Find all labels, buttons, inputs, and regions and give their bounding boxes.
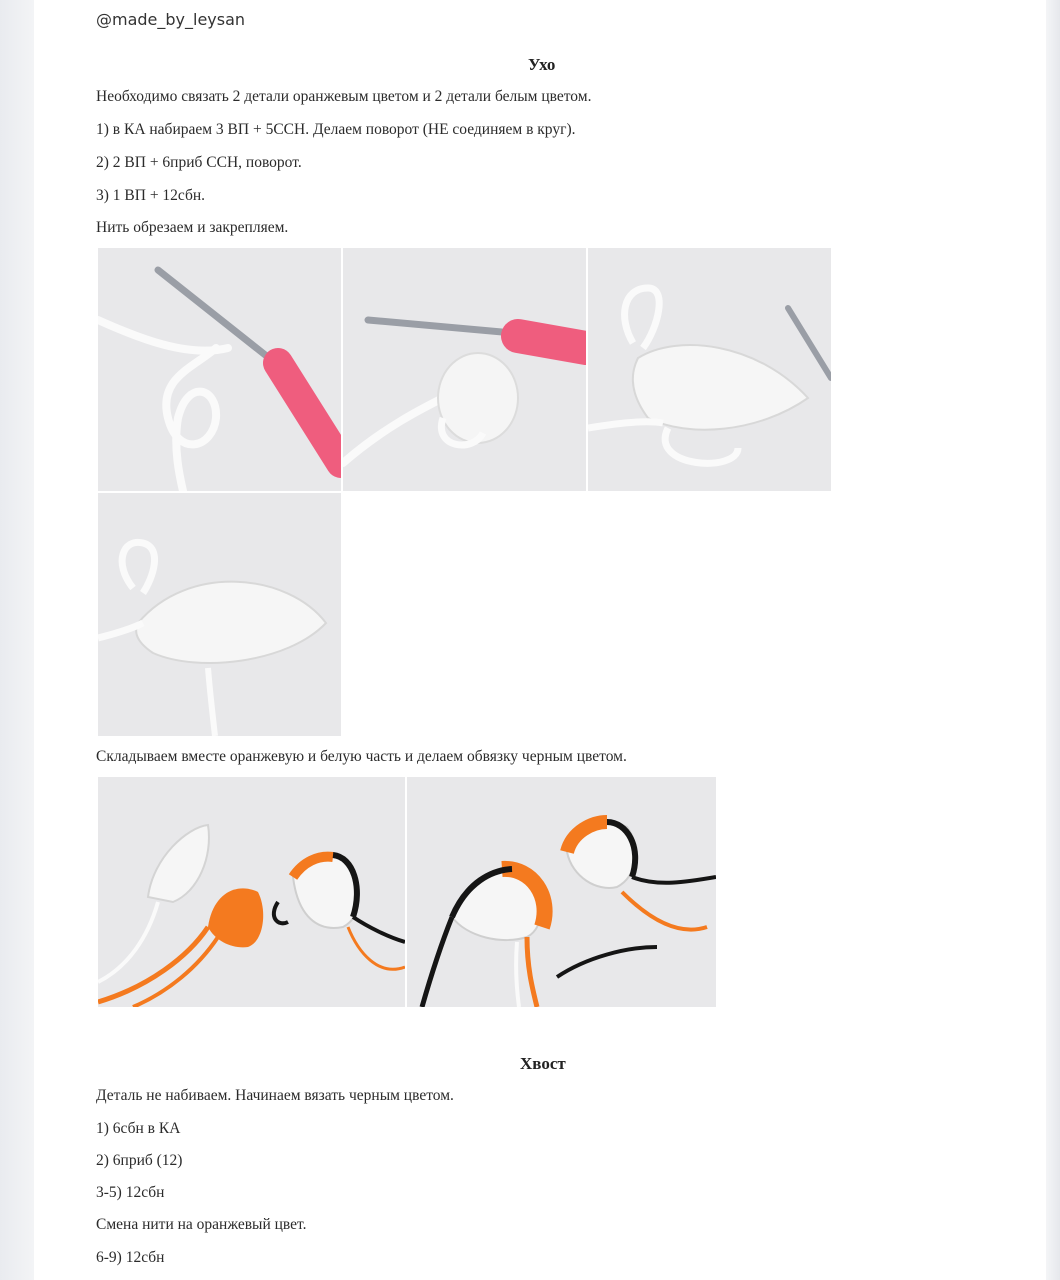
left-margin-bar (0, 0, 34, 1280)
tail-step-4: 6-9) 12сбн (96, 1249, 165, 1266)
ear-intro: Необходимо связать 2 детали оранжевым цветом и 2 детали белым цветом. (96, 88, 592, 105)
crochet-hook-chain-image (98, 248, 341, 491)
ear-step-2: 2) 2 ВП + 6приб ССН, поворот. (96, 154, 302, 171)
photo-step-2 (343, 248, 586, 491)
crochet-rows-image (343, 248, 586, 491)
photo-assembly-1 (98, 777, 405, 1007)
tail-step-1: 1) 6сбн в КА (96, 1120, 181, 1137)
ear-assembly-text: Складываем вместе оранжевую и белую часть и делаем обвязку черным цветом. (96, 748, 627, 765)
photo-step-3 (588, 248, 831, 491)
right-scrollbar[interactable] (1046, 0, 1060, 1280)
ear-finish: Нить обрезаем и закрепляем. (96, 219, 289, 236)
crochet-ear-half-image (588, 248, 831, 491)
ear-step-1: 1) в КА набираем 3 ВП + 5ССН. Делаем поворот (НЕ соединяем в круг). (96, 121, 576, 138)
author-handle: @made_by_leysan (96, 10, 246, 29)
ear-step-3: 3) 1 ВП + 12сбн. (96, 187, 206, 204)
tail-step-2: 2) 6приб (12) (96, 1152, 183, 1169)
tail-color-change: Смена нити на оранжевый цвет. (96, 1216, 307, 1233)
tail-intro: Деталь не набиваем. Начинаем вязать черным цветом. (96, 1087, 454, 1104)
ear-edging-black-image (407, 777, 716, 1007)
crochet-ear-leaf-image (98, 493, 341, 736)
photo-step-1 (98, 248, 341, 491)
ear-heading: Ухо (528, 55, 556, 74)
tail-heading: Хвост (520, 1054, 566, 1073)
tail-step-3: 3-5) 12сбн (96, 1184, 165, 1201)
ear-pieces-orange-white-image (98, 777, 405, 1007)
photo-step-4 (98, 493, 341, 736)
photo-assembly-2 (407, 777, 716, 1007)
